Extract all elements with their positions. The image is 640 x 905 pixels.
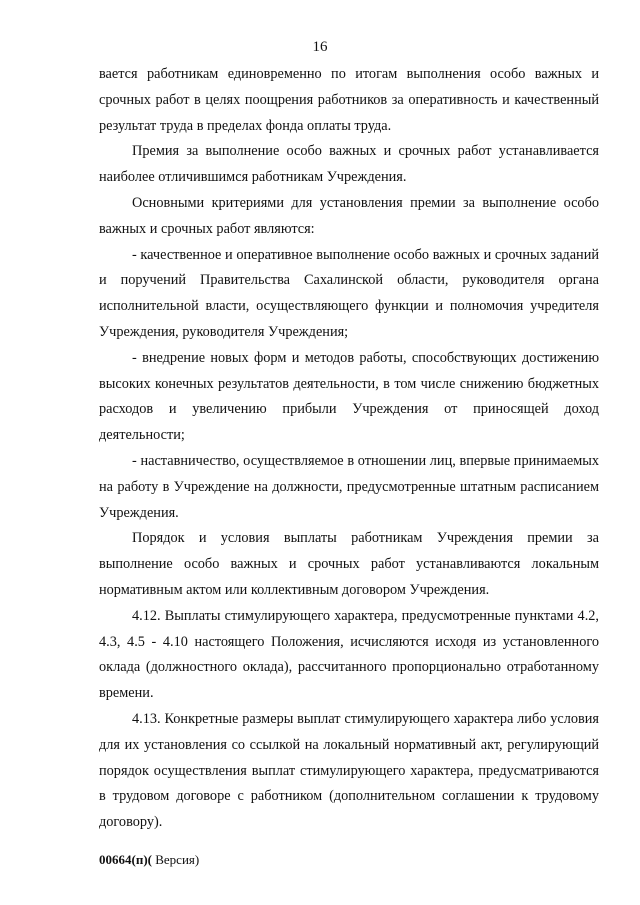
page-number: 16 (312, 39, 328, 55)
list-item: - качественное и оперативное выполнение особо важных и срочных заданий и поручений Правительства Сахалинской области, руководителя органа исполнительной власти, осуществляющего функции и полномочия учредителя Учреждения, руководителя Учреждения; (99, 246, 599, 340)
list-item: - внедрение новых форм и методов работы, способствующих достижению высоких конечных результатов деятельности, в том числе снижению бюджетных расходов и увеличению прибыли Учреждения от приносящей доход деятельности; (99, 349, 599, 444)
list-item: - наставничество, осуществляемое в отношении лиц, впервые принимаемых на работу в Учреждение на должности, предусмотренные штатным расписанием Учреждения. (99, 452, 599, 521)
document-footer (99, 851, 199, 869)
paragraph: вается работникам единовременно по итогам выполнения особо важных и срочных работ в целях поощрения работников за оперативность и качественный результат труда в пределах фонда оплаты труда. (99, 66, 599, 134)
clause-4-12: 4.12. Выплаты стимулирующего характера, предусмотренные пунктами 4.2, 4.3, 4.5 - 4.10 настоящего Положения, исчисляются исходя из установленного оклада (должностного оклада), рассчитанного пропорционально отработанному времени. (99, 607, 599, 702)
document-code: 00664(п)( (99, 852, 152, 867)
paragraph: Порядок и условия выплаты работникам Учреждения премии за выполнение особо важных и срочных работ устанавливаются локальным нормативным актом или коллективным договором Учреждения. (99, 530, 599, 598)
paragraph: Основными критериями для установления премии за выполнение особо важных и срочных работ являются: (99, 194, 599, 237)
body-text (99, 62, 599, 836)
clause-4-13: 4.13. Конкретные размеры выплат стимулирующего характера либо условия для их установления со ссылкой на локальный нормативный акт, регулирующий порядок осуществления выплат стимулирующего характера, предусматриваются в трудовом договоре с работником (дополнительном соглашении к трудовому договору). (99, 710, 599, 831)
version-label: Версия) (151, 852, 200, 867)
paragraph: Премия за выполнение особо важных и срочных работ устанавливается наиболее отличившимся работникам Учреждения. (99, 143, 599, 186)
